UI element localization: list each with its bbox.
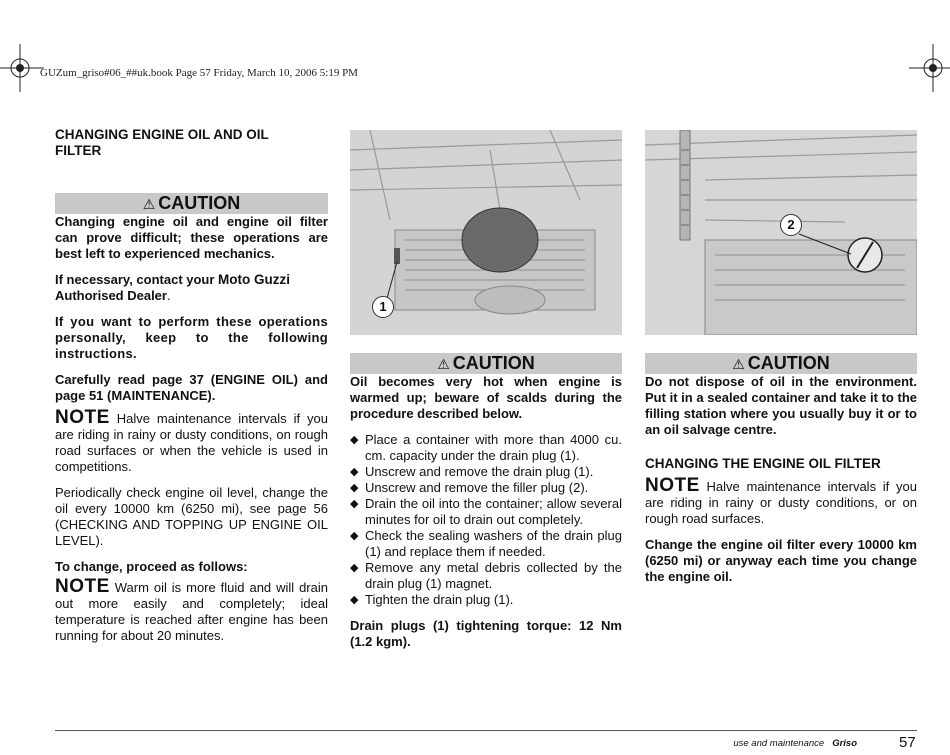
section-title-line2: FILTER bbox=[55, 143, 102, 158]
list-item: ◆ Drain the oil into the container; allow several minutes for oil to drain out completely. bbox=[350, 496, 622, 527]
contact-post: Authorised Dealer bbox=[55, 288, 167, 303]
torque-spec: Drain plugs (1) tightening torque: 12 Nm (1.2 kgm). bbox=[350, 618, 622, 649]
note-label: NOTE bbox=[645, 475, 700, 496]
list-item: ◆ Unscrew and remove the filler plug (2). bbox=[350, 480, 589, 495]
footer-model-name: Griso bbox=[832, 738, 857, 749]
left-column bbox=[55, 127, 328, 654]
contact-dot: . bbox=[166, 288, 171, 303]
caution-text: Oil becomes very hot when engine is warmed up; beware of scalds during the procedure described below. bbox=[350, 374, 622, 421]
list-item: ◆ Unscrew and remove the drain plug (1). bbox=[350, 464, 594, 479]
warning-triangle-icon: ⚠ bbox=[437, 356, 450, 372]
note-label: NOTE bbox=[55, 407, 110, 428]
procedure-steps bbox=[350, 432, 622, 608]
caution-banner bbox=[55, 193, 328, 214]
section-title bbox=[55, 127, 328, 159]
list-item: ◆ Check the sealing washers of the drain plug (1) and replace them if needed. bbox=[350, 528, 622, 559]
caution-text: Changing engine oil and engine oil filter can prove difficult; these operations are best left to experienced mechanics. bbox=[55, 214, 328, 261]
caution-text: Do not dispose of oil in the environment. Put it in a sealed container and take it to the filling station where you usually buy it or to an oil salvage centre. bbox=[645, 374, 917, 437]
note-label: NOTE bbox=[55, 576, 110, 597]
engine-illustration bbox=[645, 130, 917, 335]
section-title-line1: CHANGING ENGINE OIL AND OIL bbox=[55, 127, 269, 142]
callout-1: 1 bbox=[372, 296, 394, 318]
periodic-check-text: Periodically check engine oil level, change the oil every 10000 km (6250 mi), see page 56 (CHECKING AND TOPPING UP ENGINE OIL LEVEL). bbox=[55, 485, 328, 548]
list-item: ◆ Remove any metal debris collected by the drain plug (1) magnet. bbox=[350, 560, 622, 591]
read-pages-text: Carefully read page 37 (ENGINE OIL) and page 51 (MAINTENANCE). bbox=[55, 372, 328, 403]
registration-mark-icon bbox=[909, 44, 950, 92]
note-paragraph-1 bbox=[55, 407, 328, 475]
footer-section-label: use and maintenance bbox=[733, 738, 825, 749]
note-text: Warm oil is more fluid and will drain out more easily and completely; ideal temperature is reached after engine has been running for about 20 minutes. bbox=[55, 580, 328, 643]
footer-divider bbox=[55, 730, 917, 731]
proceed-text: To change, proceed as follows: bbox=[55, 559, 248, 574]
page-number: 57 bbox=[899, 734, 916, 751]
caution-label: CAUTION bbox=[158, 193, 241, 213]
note-paragraph-2 bbox=[55, 576, 328, 644]
caution-label: CAUTION bbox=[747, 353, 830, 373]
contact-dealer-text bbox=[55, 272, 328, 304]
note-text: Halve maintenance intervals if you are riding in rainy or dusty conditions, on rough road surfaces or when the vehicle is used in competitions. bbox=[55, 411, 328, 474]
list-item: ◆ Tighten the drain plug (1). bbox=[350, 592, 514, 607]
brand-name: Moto Guzzi bbox=[218, 272, 291, 287]
note-paragraph bbox=[645, 475, 917, 527]
caution-label: CAUTION bbox=[452, 353, 535, 373]
registration-mark-icon bbox=[0, 44, 44, 92]
note-text: Halve maintenance intervals if you are riding in rainy or dusty conditions, or on rough road surfaces. bbox=[645, 479, 917, 526]
right-column bbox=[645, 353, 917, 595]
engine-filler-plug-photo bbox=[645, 130, 917, 335]
engine-drain-plug-photo bbox=[350, 130, 622, 335]
middle-column bbox=[350, 353, 622, 660]
warning-triangle-icon: ⚠ bbox=[732, 356, 745, 372]
warning-triangle-icon: ⚠ bbox=[142, 196, 156, 212]
callout-2: 2 bbox=[780, 214, 802, 236]
footer-section bbox=[733, 738, 857, 749]
contact-pre: If necessary, contact your bbox=[55, 272, 219, 287]
list-item: ◆ Place a container with more than 4000 cu. cm. capacity under the drain plug (1). bbox=[350, 432, 622, 463]
print-header: GUZum_griso#06_##uk.book Page 57 Friday, March 10, 2006 5:19 PM bbox=[40, 67, 358, 79]
filter-change-text: Change the engine oil filter every 10000 km (6250 mi) or anyway each time you change the engine oil. bbox=[645, 537, 917, 584]
caution-banner bbox=[645, 353, 917, 374]
caution-banner bbox=[350, 353, 622, 374]
filter-heading: CHANGING THE ENGINE OIL FILTER bbox=[645, 456, 881, 471]
perform-text: If you want to perform these operations personally, keep to the following instructions. bbox=[55, 314, 328, 361]
